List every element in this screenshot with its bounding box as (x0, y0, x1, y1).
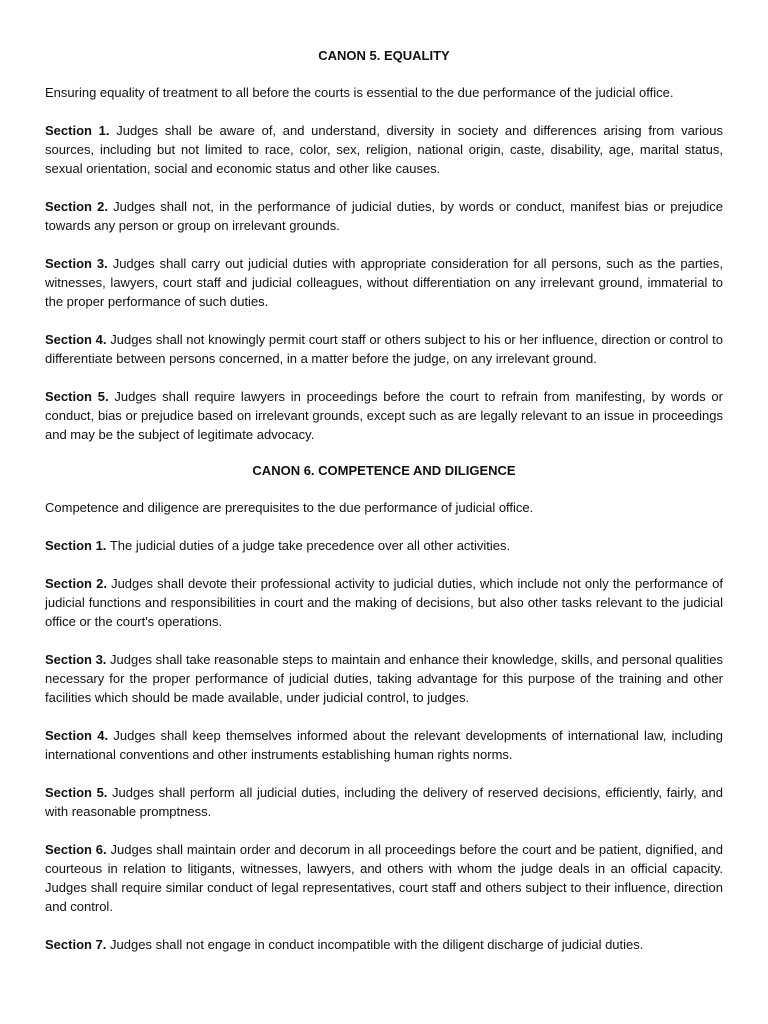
section-label: Section 4. (45, 332, 107, 347)
section-text: Judges shall be aware of, and understand, diversity in society and differences arising from various sources, including but not limited to race, color, sex, religion, national origin, caste, disability, age, marital status, sexual orientation, social and economic status and other like causes. (45, 123, 723, 176)
section-label: Section 1. (45, 538, 107, 553)
canon-6-title: CANON 6. COMPETENCE AND DILIGENCE (252, 463, 516, 478)
section-text: Judges shall require lawyers in proceedings before the court to refrain from manifesting, by words or conduct, bias or prejudice based on irrelevant grounds, except such as are legally relevant to an issue in proceedings and may be the subject of legitimate advocacy. (45, 389, 723, 442)
canon-6-section-7 (45, 935, 723, 954)
canon-6-section-6 (45, 840, 723, 916)
section-text: Judges shall maintain order and decorum in all proceedings before the court and be patient, dignified, and courteous in relation to litigants, witnesses, lawyers, and others with whom the judge deals in an official capacity. Judges shall require similar conduct of legal representatives, court staff and others subject to their influence, direction and control. (45, 842, 723, 914)
canon-5-title: CANON 5. EQUALITY (318, 48, 450, 63)
section-text: Judges shall not engage in conduct incompatible with the diligent discharge of judicial duties. (110, 937, 644, 952)
section-label: Section 3. (45, 652, 107, 667)
canon-5-section-5 (45, 387, 723, 444)
canon-6-section-2 (45, 574, 723, 631)
canon-5-section-2 (45, 197, 723, 235)
section-label: Section 3. (45, 256, 108, 271)
canon-6-section-4 (45, 726, 723, 764)
canon-5-section-1 (45, 121, 723, 178)
section-text: The judicial duties of a judge take precedence over all other activities. (109, 538, 511, 553)
canon-5-intro: Ensuring equality of treatment to all before the courts is essential to the due performance of the judicial office. (45, 85, 674, 100)
section-text: Judges shall keep themselves informed about the relevant developments of international law, including international conventions and other instruments establishing human rights norms. (45, 728, 723, 762)
section-label: Section 2. (45, 576, 107, 591)
section-label: Section 1. (45, 123, 110, 138)
canon-6-section-3 (45, 650, 723, 707)
section-text: Judges shall not knowingly permit court staff or others subject to his or her influence, direction or control to differentiate between persons concerned, in a matter before the judge, on any irrelevant ground. (45, 332, 723, 366)
section-label: Section 5. (45, 785, 108, 800)
section-label: Section 7. (45, 937, 107, 952)
canon-6-section-1 (45, 536, 723, 555)
canon-6-section-5 (45, 783, 723, 821)
section-text: Judges shall perform all judicial duties, including the delivery of reserved decisions, efficiently, fairly, and with reasonable promptness. (45, 785, 723, 819)
section-text: Judges shall carry out judicial duties with appropriate consideration for all persons, such as the parties, witnesses, lawyers, court staff and judicial colleagues, without differentiation on any irrelevant ground, immaterial to the proper performance of such duties. (45, 256, 723, 309)
section-label: Section 5. (45, 389, 109, 404)
section-text: Judges shall take reasonable steps to maintain and enhance their knowledge, skills, and personal qualities necessary for the proper performance of judicial duties, taking advantage for this purpose of the training and other facilities which should be made available, under judicial control, to judges. (45, 652, 723, 705)
canon-5-section-3 (45, 254, 723, 311)
canon-6-intro: Competence and diligence are prerequisites to the due performance of judicial office. (45, 500, 534, 515)
section-label: Section 2. (45, 199, 108, 214)
section-label: Section 6. (45, 842, 107, 857)
section-text: Judges shall devote their professional activity to judicial duties, which include not only the performance of judicial functions and responsibilities in court and the making of decisions, but also other tasks relevant to the judicial office or the court's operations. (45, 576, 723, 629)
section-text: Judges shall not, in the performance of judicial duties, by words or conduct, manifest bias or prejudice towards any person or group on irrelevant grounds. (45, 199, 723, 233)
canon-5-section-4 (45, 330, 723, 368)
section-label: Section 4. (45, 728, 109, 743)
